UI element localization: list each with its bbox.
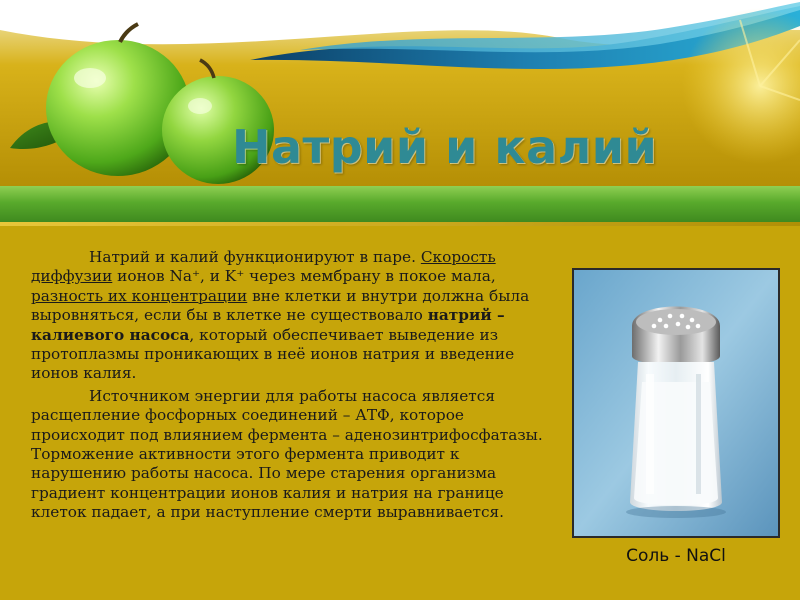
text-segment: , который обеспечивает выведение из протоплазмы проникающих в неё ионов натрия и введение ионов калия.: [31, 325, 515, 383]
underlined-term-concentration: разность их концентрации: [31, 286, 248, 305]
bold-term-pump: натрий – калиевого насоса: [31, 306, 505, 344]
divider: [0, 222, 800, 226]
text-segment: вне клетки и внутри должна была выровняться, если бы в клетке не существовало: [31, 286, 530, 325]
text-segment: ионов Na⁺, и K⁺ через мембрану в покое мала,: [112, 267, 496, 286]
paragraph-2: Источником энергии для работы насоса является расщепление фосфорных соединений – АТФ, которое происходит под влиянием фермента – аденозинтрифосфатазы. Торможение активности этого фермента приводит к нарушению работы насоса. По мере старения организма градиент концентрации ионов калия и натрия на границе клеток падает, а при наступление смерти выравнивается.: [31, 386, 543, 522]
salt-shaker-icon: [574, 270, 778, 536]
image-caption: Соль - NaCl: [626, 546, 726, 566]
text-segment: Натрий и калий функционируют в паре.: [89, 248, 421, 266]
salt-shaker-photo: [572, 268, 780, 538]
slide-title: Натрий и калий: [232, 120, 658, 174]
underlined-term-diffusion: Скорость диффузии: [31, 248, 496, 286]
body-text: [31, 248, 554, 523]
green-band: [0, 186, 800, 222]
paragraph-1: [31, 248, 554, 384]
